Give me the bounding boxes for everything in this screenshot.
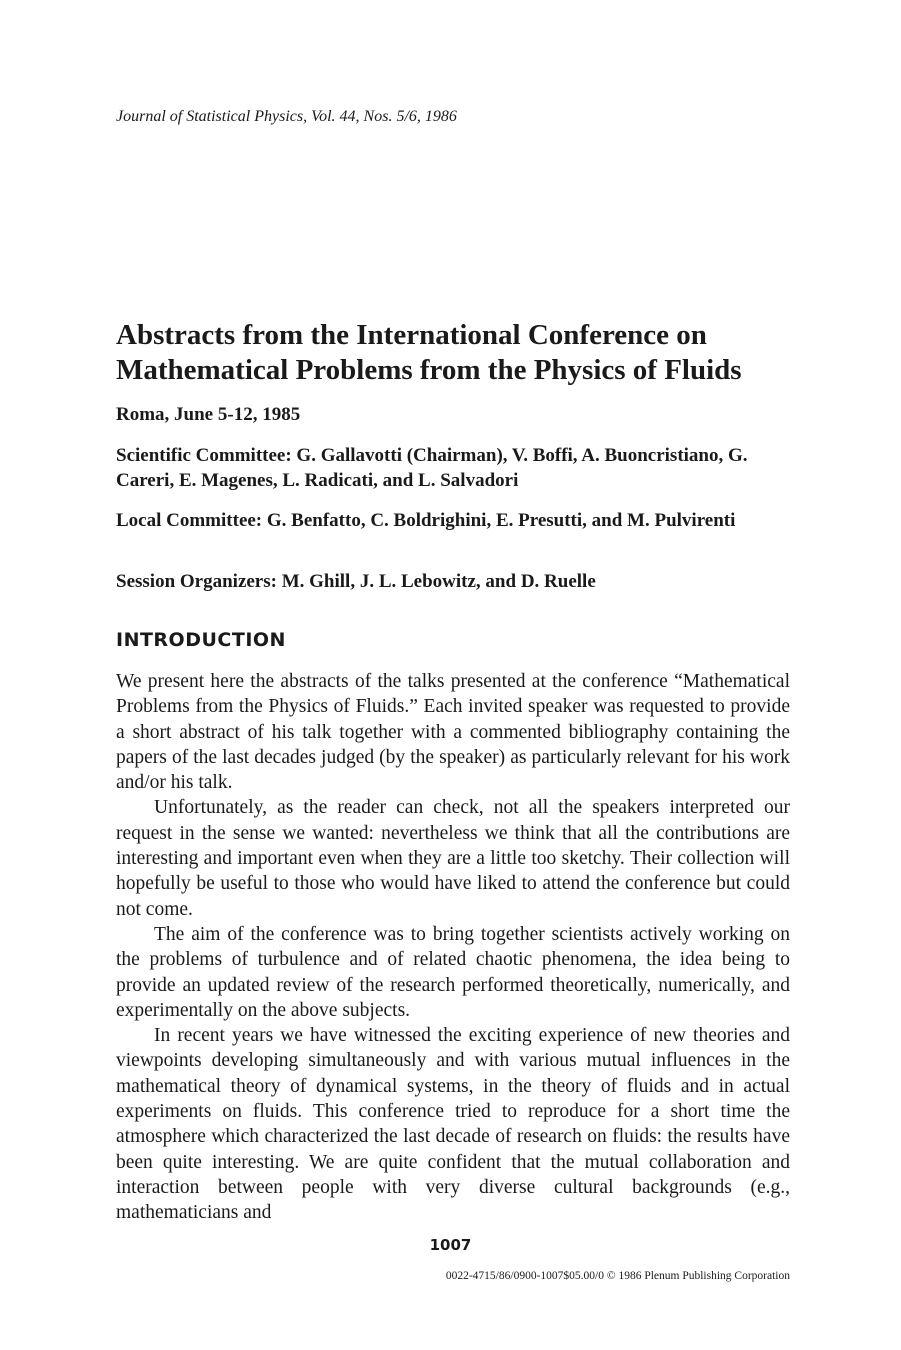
journal-citation: Journal of Statistical Physics, Vol. 44, Nos. 5/6, 1986: [116, 108, 457, 125]
copyright-line: 0022-4715/86/0900-1007$05.00/0 © 1986 Plenum Publishing Corporation: [445, 1270, 790, 1282]
page-number: 1007: [429, 1236, 472, 1254]
scientific-committee: Scientific Committee: G. Gallavotti (Chairman), V. Boffi, A. Buoncristiano, G. Careri, E. Magenes, L. Radicati, and L. Salvadori: [116, 445, 748, 491]
paragraph: Unfortunately, as the reader can check, not all the speakers interpreted our request in the sense we wanted: nevertheless we think that all the contributions are interesting and important even when they are a little too sketchy. Their collection will hopefully be useful to those who would have liked to attend the conference but could not come.: [116, 797, 790, 920]
introduction-body: [116, 669, 790, 1226]
session-organizers: Session Organizers: M. Ghill, J. L. Lebowitz, and D. Ruelle: [116, 571, 596, 592]
article-title: Abstracts from the International Conference on Mathematical Problems from the Physics of Fluids: [116, 319, 742, 386]
local-committee: Local Committee: G. Benfatto, C. Boldrighini, E. Presutti, and M. Pulvirenti: [116, 510, 736, 531]
paragraph: In recent years we have witnessed the exciting experience of new theories and viewpoints developing simultaneously and with various mutual influences in the mathematical theory of dynamical systems, in the theory of fluids and in actual experiments on fluids. This conference tried to reproduce for a short time the atmosphere which characterized the last decade of research on fluids: the results have been quite interesting. We are quite confident that the mutual collaboration and interaction between people with very diverse cultural backgrounds (e.g., mathematicians and: [116, 1025, 790, 1224]
paragraph: We present here the abstracts of the talks presented at the conference “Mathematical Problems from the Physics of Fluids.” Each invited speaker was requested to provide a short abstract of his talk together with a commented bibliography containing the papers of the last decades judged (by the speaker) as particularly relevant for his work and/or his talk.: [116, 671, 790, 794]
paragraph: The aim of the conference was to bring together scientists actively working on the problems of turbulence and of related chaotic phenomena, the idea being to provide an updated review of the research performed theoretically, numerically, and experimentally on the above subjects.: [116, 923, 790, 1021]
introduction-heading: INTRODUCTION: [116, 629, 286, 651]
conference-date-place: Roma, June 5-12, 1985: [116, 404, 301, 425]
